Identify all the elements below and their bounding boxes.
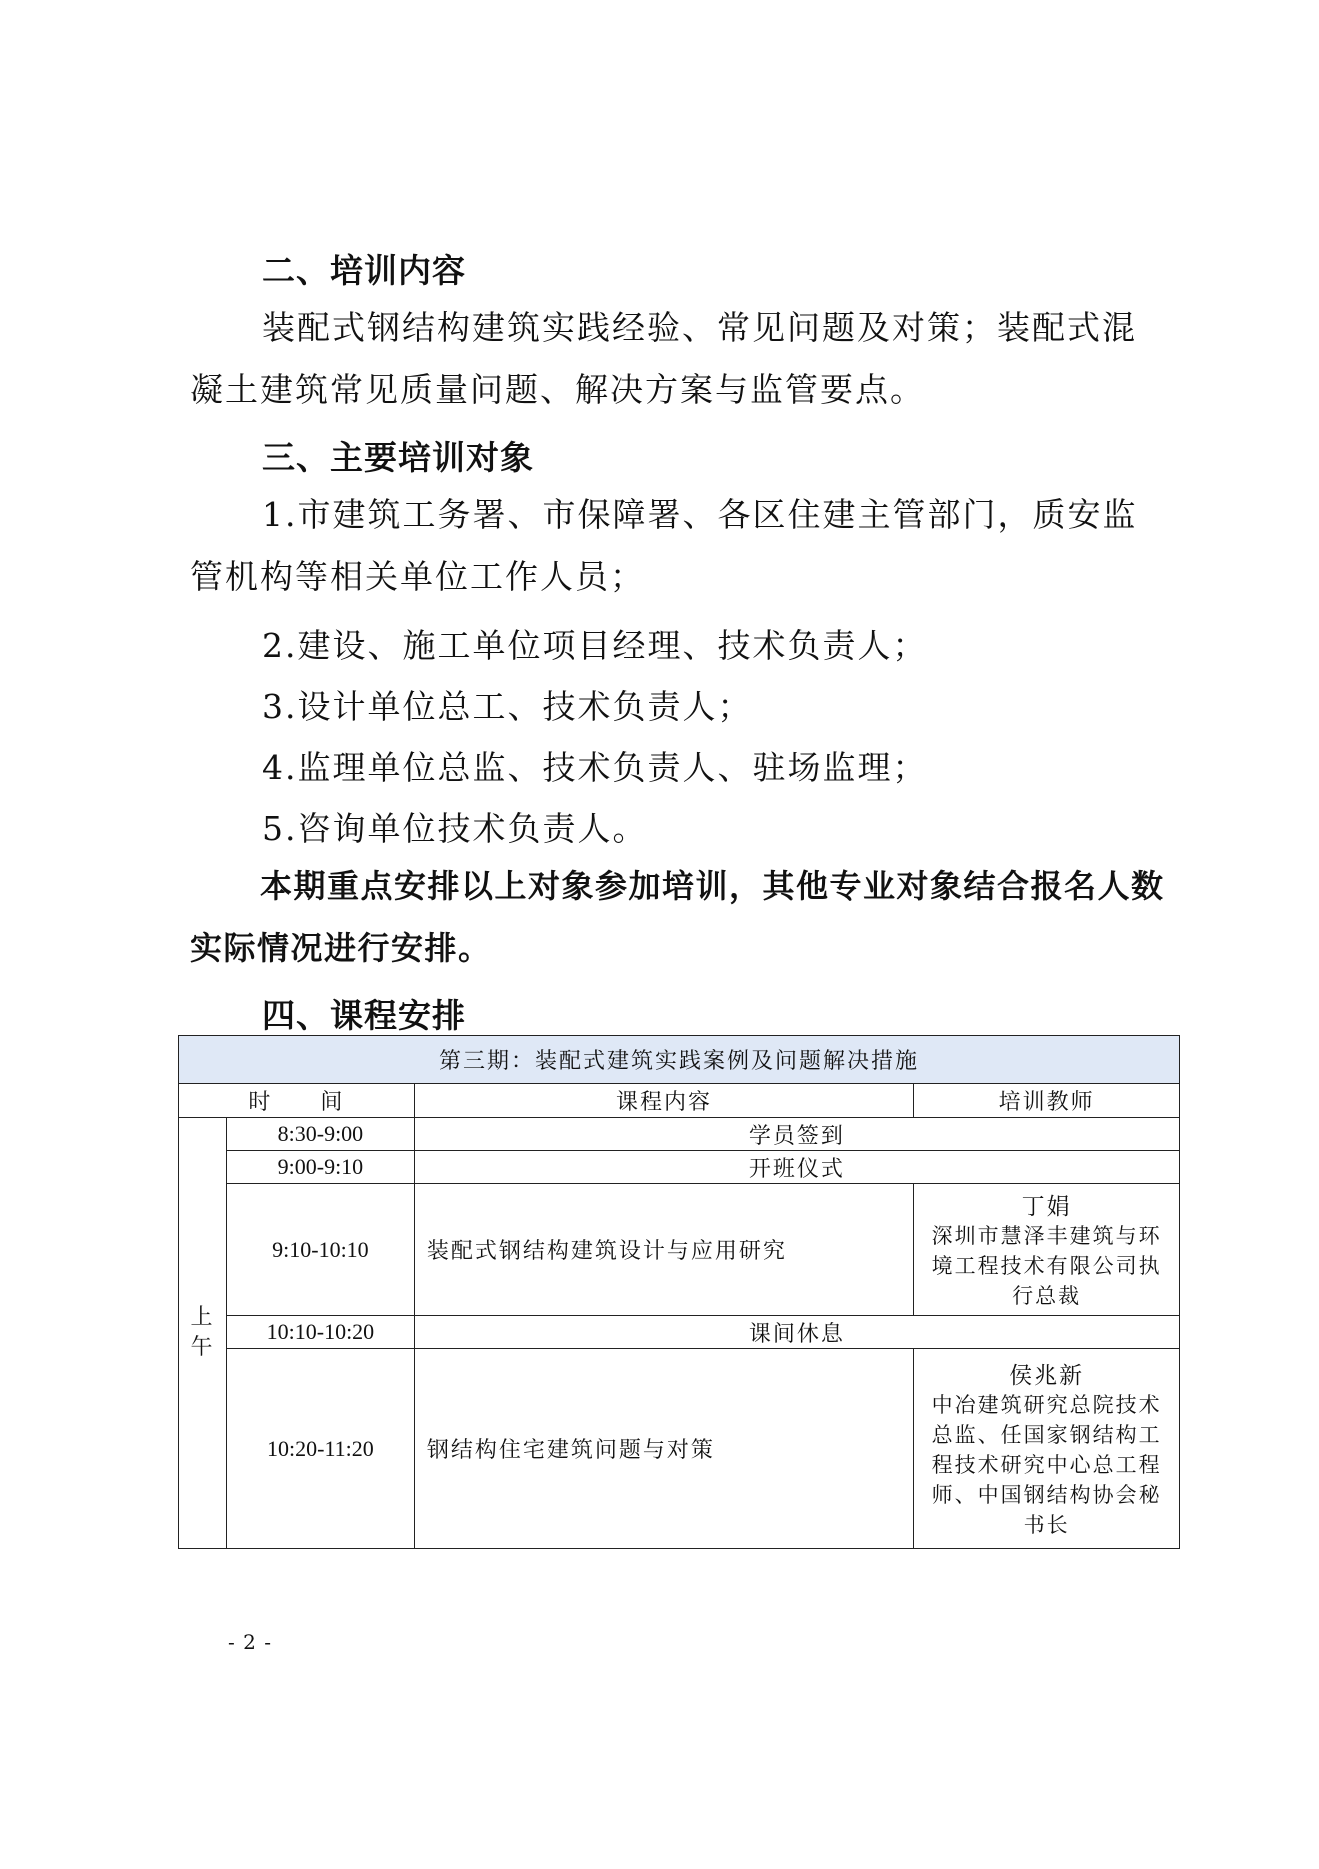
row-content: 装配式钢结构建筑设计与应用研究 <box>414 1184 913 1316</box>
teacher-title: 深圳市慧泽丰建筑与环境工程技术有限公司执行总裁 <box>931 1224 1162 1308</box>
target-item-5: 5.咨询单位技术负责人。 <box>262 809 648 848</box>
row-content: 课间休息 <box>414 1316 1179 1349</box>
target-item-2: 2.建设、施工单位项目经理、技术负责人； <box>262 626 928 665</box>
row-time: 9:00-9:10 <box>226 1151 414 1184</box>
section-heading-course-schedule: 四、课程安排 <box>262 996 466 1035</box>
teacher-title: 中冶建筑研究总院技术总监、任国家钢结构工程技术研究中心总工程师、中国钢结构协会秘书长 <box>931 1393 1162 1537</box>
row-time: 10:20-11:20 <box>226 1349 414 1549</box>
table-row <box>179 1118 1180 1151</box>
row-content: 学员签到 <box>414 1118 1179 1151</box>
row-teacher <box>914 1184 1180 1316</box>
header-time: 时 间 <box>179 1084 415 1118</box>
row-time: 10:10-10:20 <box>226 1316 414 1349</box>
schedule-table <box>178 1035 1180 1549</box>
row-content: 开班仪式 <box>414 1151 1179 1184</box>
section-heading-training-content: 二、培训内容 <box>262 251 466 290</box>
header-teacher: 培训教师 <box>914 1084 1180 1118</box>
table-row <box>179 1316 1180 1349</box>
teacher-name: 侯兆新 <box>1009 1363 1085 1389</box>
page-number: - 2 - <box>228 1630 272 1654</box>
teacher-name: 丁娟 <box>1021 1194 1072 1220</box>
target-item-1: 1.市建筑工务署、市保障署、各区住建主管部门，质安监管机构等相关单位工作人员； <box>190 495 1138 596</box>
row-content: 钢结构住宅建筑问题与对策 <box>414 1349 913 1549</box>
section-heading-training-targets: 三、主要培训对象 <box>262 438 534 477</box>
table-row <box>179 1151 1180 1184</box>
training-content-paragraph: 装配式钢结构建筑实践经验、常见问题及对策；装配式混凝土建筑常见质量问题、解决方案与监管要点。 <box>190 308 1137 409</box>
period-morning: 上午 <box>179 1118 227 1549</box>
target-item-4: 4.监理单位总监、技术负责人、驻场监理； <box>262 748 928 787</box>
row-teacher <box>914 1349 1180 1549</box>
table-row <box>179 1349 1180 1549</box>
target-item-3: 3.设计单位总工、技术负责人； <box>262 687 753 726</box>
table-row <box>179 1184 1180 1316</box>
row-time: 9:10-10:10 <box>226 1184 414 1316</box>
targets-note: 本期重点安排以上对象参加培训，其他专业对象结合报名人数实际情况进行安排。 <box>190 867 1165 967</box>
header-content: 课程内容 <box>414 1084 913 1118</box>
schedule-title: 第三期：装配式建筑实践案例及问题解决措施 <box>179 1036 1180 1084</box>
row-time: 8:30-9:00 <box>226 1118 414 1151</box>
